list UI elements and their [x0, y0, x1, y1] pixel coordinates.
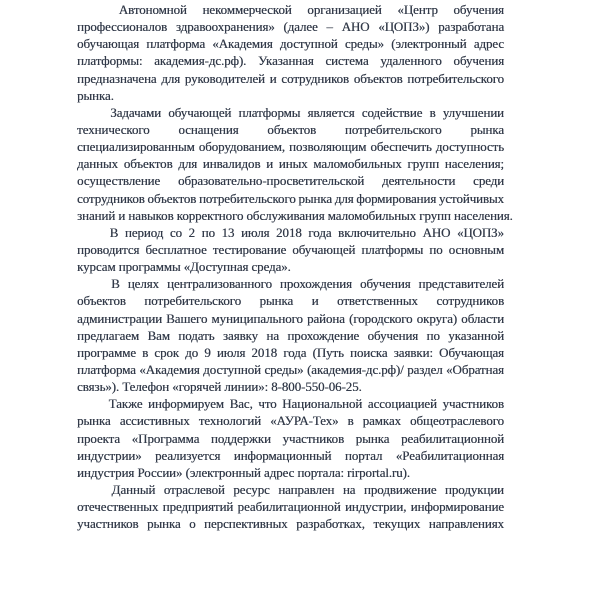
first-line-indent	[77, 395, 103, 412]
text-line: платформы: академия-дс.рф). Указанная система удаленного обучения	[77, 53, 504, 69]
text-line: В период со 2 по 13 июля 2018 года включительно АНО «ЦОПЗ»	[77, 224, 504, 241]
text-line: технического оснащения объектов потребительского рынка	[77, 121, 504, 137]
text-line: связь»). Телефон «горячей линии»: 8-800-550-06-25.	[77, 379, 362, 395]
paragraph	[77, 275, 504, 395]
text-line: сотрудников объектов потребительского рынка для формирования устойчивых	[77, 190, 504, 206]
paragraph	[77, 104, 513, 224]
text-line: осуществление образовательно-просветительской деятельности среди	[77, 173, 504, 189]
first-line-indent	[77, 275, 103, 292]
text-line: обучающая платформа «Академия доступной среды» (электронный адрес	[77, 36, 504, 52]
paragraph	[77, 395, 504, 481]
paragraph	[77, 481, 504, 532]
text-line: Задачами обучающей платформы является содействие в улучшении	[77, 104, 504, 121]
text-line: администрации Вашего муниципального района (городского округа) области	[77, 310, 504, 326]
text-line: индустрии» реализуется информационный портал «Реабилитационная	[77, 447, 504, 463]
text-line: программе в срок до 9 июля 2018 года (Путь поиска заявки: Обучающая	[77, 344, 504, 360]
first-line-indent	[77, 481, 103, 498]
text-line: предлагаем Вам подать заявку на прохождение обучения по указанной	[77, 327, 504, 343]
text-line: предназначена для руководителей и сотрудников объектов потребительского	[77, 70, 504, 86]
text-line: профессионалов здравоохранения» (далее – АНО «ЦОПЗ») разработана	[77, 19, 504, 35]
text-line: участников рынка о перспективных разработках, текущих направлениях	[77, 516, 504, 532]
first-line-indent	[77, 224, 103, 241]
paragraph	[77, 1, 504, 104]
text-line: Также информируем Вас, что Национальной ассоциацией участников	[77, 395, 504, 412]
text-line: Данный отраслевой ресурс направлен на продвижение продукции	[77, 481, 504, 498]
first-line-indent	[77, 1, 103, 18]
text-line: индустрия России» (электронный адрес портала: rirportal.ru).	[77, 464, 410, 480]
text-line: платформа «Академия доступной среды» (академия-дс.рф)/ раздел «Обратная	[77, 361, 504, 377]
text-line: рынка ассистивных технологий «АУРА-Тех» в рамках общеотраслевого	[77, 413, 504, 429]
text-line: курсам программы «Доступная среда».	[77, 259, 291, 275]
text-line: знаний и навыков корректного обслуживания маломобильных групп населения.	[77, 207, 513, 223]
paragraph	[77, 224, 504, 275]
text-line: отечественных предприятий реабилитационной индустрии, информирование	[77, 499, 504, 515]
first-line-indent	[77, 104, 103, 121]
text-line: проводится бесплатное тестирование обучающей платформы по основным	[77, 241, 504, 257]
text-line: Автономной некоммерческой организацией «Центр обучения	[77, 1, 504, 18]
text-line: объектов потребительского рынка и ответственных сотрудников	[77, 293, 504, 309]
letter-body	[77, 1, 513, 532]
text-line: проекта «Программа поддержки участников рынка реабилитационной	[77, 430, 504, 446]
text-line: В целях централизованного прохождения обучения представителей	[77, 275, 504, 292]
text-line: специализированным оборудованием, позволяющим обеспечить доступность	[77, 139, 504, 155]
text-line: рынка.	[77, 87, 114, 103]
text-line: данных объектов для инвалидов и иных маломобильных групп населения;	[77, 156, 504, 172]
